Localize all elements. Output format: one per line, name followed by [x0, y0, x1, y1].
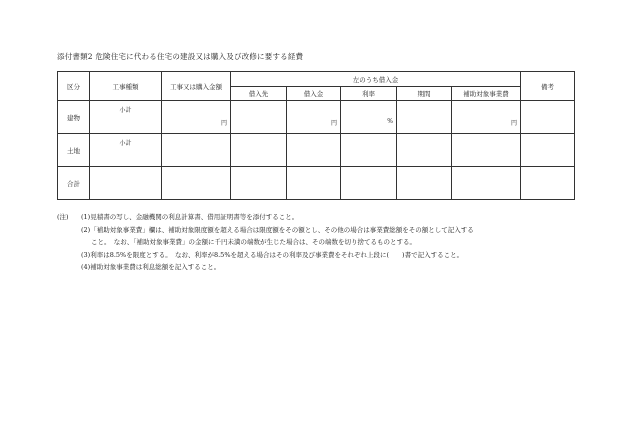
header-loan-amount: 借入金 — [287, 87, 341, 101]
note-body-4 — [81, 261, 587, 274]
header-interest-rate: 利率 — [341, 87, 397, 101]
cell-period-building[interactable] — [397, 101, 452, 134]
cell-work-type-land[interactable] — [90, 134, 162, 167]
cell-remarks-land[interactable] — [521, 134, 575, 167]
cell-subsidy-cost-land[interactable] — [452, 134, 521, 167]
cell-loan-amount-total[interactable] — [287, 167, 341, 200]
cell-cost-land[interactable] — [162, 134, 231, 167]
header-loan-group: 左のうち借入金 — [231, 72, 521, 87]
cell-loan-amount-building[interactable] — [287, 101, 341, 134]
cell-remarks-total[interactable] — [521, 167, 575, 200]
note-body-2 — [81, 224, 587, 249]
note-body-1 — [81, 211, 587, 224]
cell-interest-rate-total[interactable] — [341, 167, 397, 200]
note-item-2 — [57, 224, 587, 249]
unit-percent-rate: % — [387, 118, 393, 125]
row-label-total: 合計 — [58, 167, 90, 200]
table-row-total — [58, 167, 575, 200]
note-item-4 — [57, 261, 587, 274]
note-number-3: (3) — [81, 250, 91, 259]
cell-subsidy-cost-total[interactable] — [452, 167, 521, 200]
cell-interest-rate-land[interactable] — [341, 134, 397, 167]
header-subsidy-cost: 補助対象事業費 — [452, 87, 521, 101]
cell-loan-amount-land[interactable] — [287, 134, 341, 167]
cell-period-total[interactable] — [397, 167, 452, 200]
note-text-3: 利率は8.5%を限度とする。 なお、利率が8.5%を超える場合はその利率及び事業費をそれぞれ上段に( )書で記入すること。 — [90, 250, 464, 259]
unit-yen-cost: 円 — [220, 120, 227, 127]
unit-yen-loan: 円 — [330, 120, 337, 127]
cell-subsidy-cost-building[interactable] — [452, 101, 521, 134]
note-number-2: (2) — [81, 225, 91, 234]
table-row-land — [58, 134, 575, 167]
cell-lender-land[interactable] — [231, 134, 287, 167]
cell-lender-total[interactable] — [231, 167, 287, 200]
subtotal-label-building: 小計 — [119, 107, 132, 114]
note-body-3 — [81, 249, 587, 262]
note-item-3 — [57, 249, 587, 262]
cell-lender-building[interactable] — [231, 101, 287, 134]
note-text-1: 見積書の写し、金融機関の利息計算書、借用証明書等を添付すること。 — [90, 213, 299, 221]
header-work-type: 工事種類 — [90, 72, 162, 101]
header-remarks: 備考 — [521, 72, 575, 101]
cell-work-type-total[interactable] — [90, 167, 162, 200]
header-cost: 工事又は購入金額 — [162, 72, 231, 101]
cell-cost-total[interactable] — [162, 167, 231, 200]
subtotal-label-land: 小計 — [119, 140, 132, 147]
cost-table — [57, 71, 575, 200]
table-row-building — [58, 101, 575, 134]
cell-work-type-building[interactable] — [90, 101, 162, 134]
unit-yen-subsidy: 円 — [511, 120, 518, 127]
document-title: 添付書類2 危険住宅に代わる住宅の建設又は購入及び改修に要する経費 — [57, 52, 304, 61]
row-label-building: 建物 — [58, 101, 90, 134]
header-row-1 — [58, 72, 575, 87]
row-label-land: 土地 — [58, 134, 90, 167]
cell-interest-rate-building[interactable] — [341, 101, 397, 134]
note-number-4: (4) — [81, 263, 91, 271]
note-text-4: 補助対象事業費は利息総額を記入すること。 — [90, 263, 221, 271]
header-lender: 借入先 — [231, 87, 287, 101]
header-category: 区分 — [58, 72, 90, 101]
note-text-2b: こと。 なお、「補助対象事業費」の金額に千円未満の端数が生じた場合は、その端数を切り捨てるものとする。 — [91, 238, 416, 246]
cell-period-land[interactable] — [397, 134, 452, 167]
notes-section — [57, 211, 587, 274]
cell-cost-building[interactable] — [162, 101, 231, 134]
note-text-2a: 「補助対象事業費」欄は、補助対象限度額を超える場合は限度額をその額とし、その他の場合は事業費総額をその額として記入する — [90, 225, 474, 234]
notes-label: (注) — [57, 213, 69, 221]
note-number-1: (1) — [81, 213, 91, 221]
cell-remarks-building[interactable] — [521, 101, 575, 134]
header-period: 期間 — [397, 87, 452, 101]
note-item-1 — [57, 211, 587, 224]
